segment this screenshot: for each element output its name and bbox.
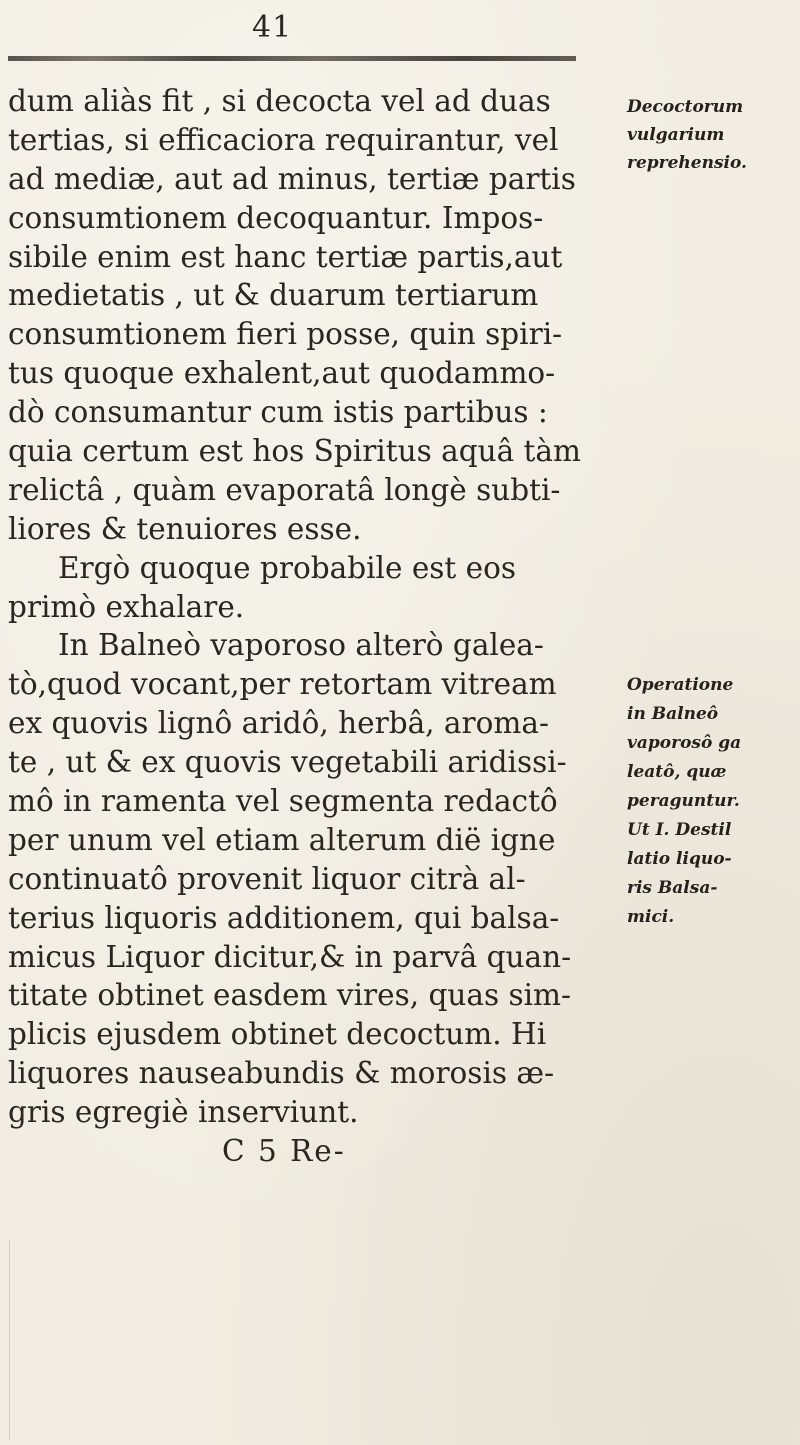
margin-note-line: Ut I. Destil — [627, 820, 732, 840]
text-line: sibile enim est hanc tertiæ partis,aut — [8, 239, 563, 274]
text-line: gris egregiè inserviunt. — [8, 1095, 359, 1130]
margin-note-operatione — [627, 674, 741, 935]
margin-note-line: reprehensio. — [627, 153, 747, 173]
text-line: ex quovis lignô aridô, herbâ, aroma- — [8, 706, 549, 741]
signature-line: C 5 Re- — [222, 1134, 346, 1169]
margin-note-line: vaporosô ga — [627, 733, 742, 753]
margin-note-decoctorum — [627, 96, 747, 180]
text-line: quia certum est hos Spiritus aquâ tàm — [8, 434, 581, 469]
text-line: In Balneò vaporoso alterò galea- — [58, 628, 544, 663]
text-line: medietatis , ut & duarum tertiarum — [8, 278, 539, 313]
text-line: mô in ramenta vel segmenta redactô — [8, 784, 558, 819]
page-edge-shadow — [9, 1240, 10, 1440]
text-line: te , ut & ex quovis vegetabili aridissi- — [8, 745, 567, 780]
margin-note-line: ris Balsa- — [627, 878, 718, 898]
margin-note-line: vulgarium — [627, 125, 725, 145]
margin-note-line: Operatione — [627, 675, 734, 695]
body-text — [8, 82, 628, 1171]
text-line: consumtionem fieri posse, quin spiri- — [8, 317, 563, 352]
header-rule — [8, 56, 576, 61]
margin-note-line: mici. — [627, 907, 675, 927]
text-line: primò exhalare. — [8, 589, 245, 624]
text-line: continuatô provenit liquor citrà al- — [8, 861, 526, 896]
margin-note-line: peraguntur. — [627, 791, 740, 811]
text-line: relictâ , quàm evaporatâ longè subti- — [8, 472, 561, 507]
text-line: micus Liquor dicitur,& in parvâ quan- — [8, 939, 572, 974]
margin-note-line: Decoctorum — [627, 97, 744, 117]
text-line: consumtionem decoquantur. Impos- — [8, 200, 544, 235]
margin-note-line: in Balneô — [627, 704, 719, 724]
text-line: tus quoque exhalent,aut quodammo- — [8, 356, 556, 391]
margin-note-line: leatô, quæ — [627, 762, 727, 782]
text-line: ad mediæ, aut ad minus, tertiæ partis — [8, 161, 576, 196]
text-line: dum aliàs fit , si decocta vel ad duas — [8, 84, 551, 118]
text-line: liquores nauseabundis & morosis æ- — [8, 1056, 555, 1091]
page-number: 41 — [252, 10, 293, 45]
text-line: titate obtinet easdem vires, quas sim- — [8, 978, 571, 1013]
text-line: liores & tenuiores esse. — [8, 511, 362, 546]
text-line: per unum vel etiam alterum dië igne — [8, 822, 556, 857]
text-line: dò consumantur cum istis partibus : — [8, 395, 548, 430]
margin-note-line: latio liquo- — [627, 849, 732, 869]
text-line: tò,quod vocant,per retortam vitream — [8, 667, 557, 702]
text-line: Ergò quoque probabile est eos — [58, 550, 517, 585]
text-line: plicis ejusdem obtinet decoctum. Hi — [8, 1017, 547, 1052]
text-line: terius liquoris additionem, qui balsa- — [8, 900, 560, 935]
text-line: tertias, si efficaciora requirantur, vel — [8, 122, 559, 157]
